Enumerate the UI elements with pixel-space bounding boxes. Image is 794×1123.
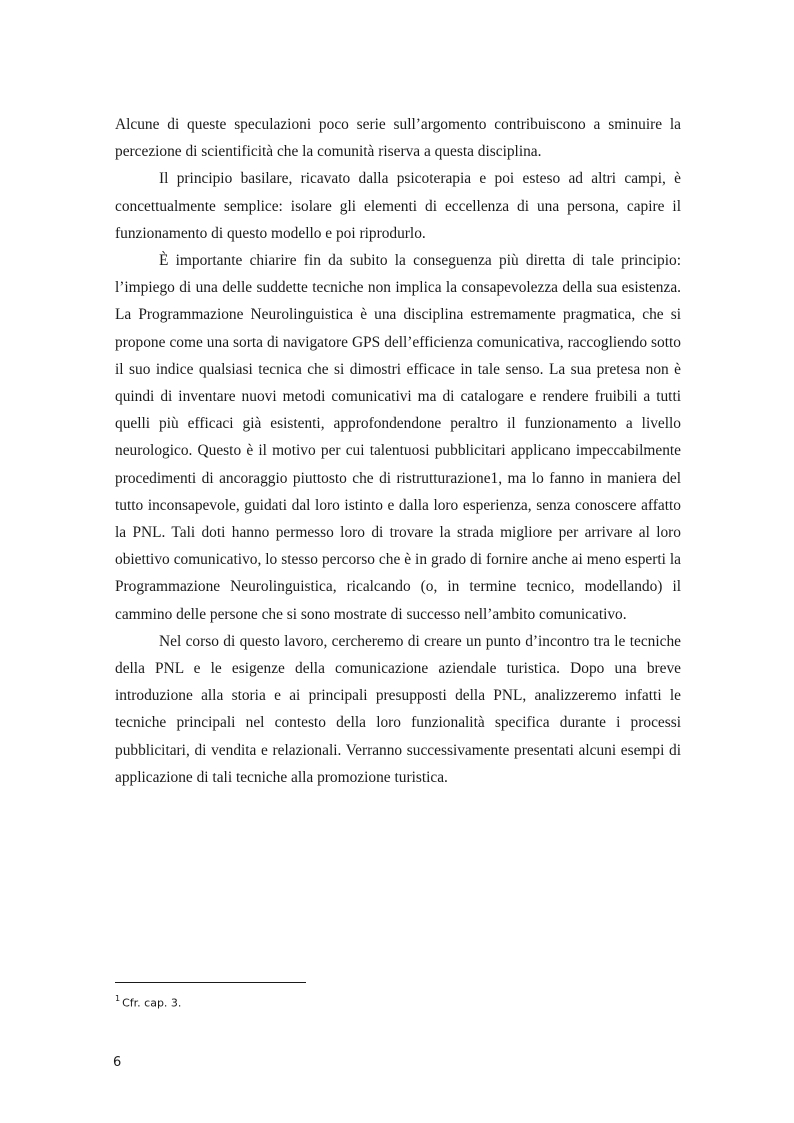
footnote-text: Cfr. cap. 3. [122,996,182,1010]
paragraph-3: È importante chiarire fin da subito la conseguenza più diretta di tale principio: l’impiego di una delle suddette tecniche non implica la consapevolezza della sua esistenza. La Programmazione Neurolinguistica è una disciplina estremamente pragmatica, che si propone come una sorta di navigatore GPS dell’efficienza comunicativa, raccogliendo sotto il suo indice qualsiasi tecnica che si dimostri efficace in tale senso. La sua pretesa non è quindi di inventare nuovi metodi comunicativi ma di catalogare e rendere fruibili a tutti quelli più efficaci già esistenti, approfondendone peraltro il funzionamento a livello neurologico. Questo è il motivo per cui talentuosi pubblicitari applicano impeccabilmente procedimenti di ancoraggio piuttosto che di ristrutturazione1, ma lo fanno in maniera del tutto inconsapevole, guidati dal loro istinto e dalla loro esperienza, senza conoscere affatto la PNL. Tali doti hanno permesso loro di trovare la strada migliore per arrivare al loro obiettivo comunicativo, lo stesso percorso che è in grado di fornire anche ai meno esperti la Programmazione Neurolinguistica, ricalcando (o, in termine tecnico, modellando) il cammino delle persone che si sono mostrate di successo nell’ambito comunicativo. [115,252,681,623]
paragraph-4: Nel corso di questo lavoro, cercheremo di creare un punto d’incontro tra le tecniche della PNL e le esigenze della comunicazione aziendale turistica. Dopo una breve introduzione alla storia e ai principali presupposti della PNL, analizzeremo infatti le tecniche principali nel contesto della loro funzionalità specifica durante i processi pubblicitari, di vendita e relazionali. Verranno successivamente presentati alcuni esempi di applicazione di tali tecniche alla promozione turistica. [115,632,681,786]
footnote-marker: 1 [115,994,121,1003]
page-number: 6 [113,1055,122,1070]
paragraph-2: Il principio basilare, ricavato dalla psicoterapia e poi esteso ad altri campi, è concettualmente semplice: isolare gli elementi di eccellenza di una persona, capire il funzionamento di questo modello e poi riprodurlo. [115,170,681,242]
footnote-separator [115,982,306,983]
footnote [115,995,181,1010]
paragraph-1: Alcune di queste speculazioni poco serie sull’argomento contribuiscono a sminuire la percezione di scientificità che la comunità riserva a questa disciplina. [115,116,681,161]
body-text [115,111,681,791]
